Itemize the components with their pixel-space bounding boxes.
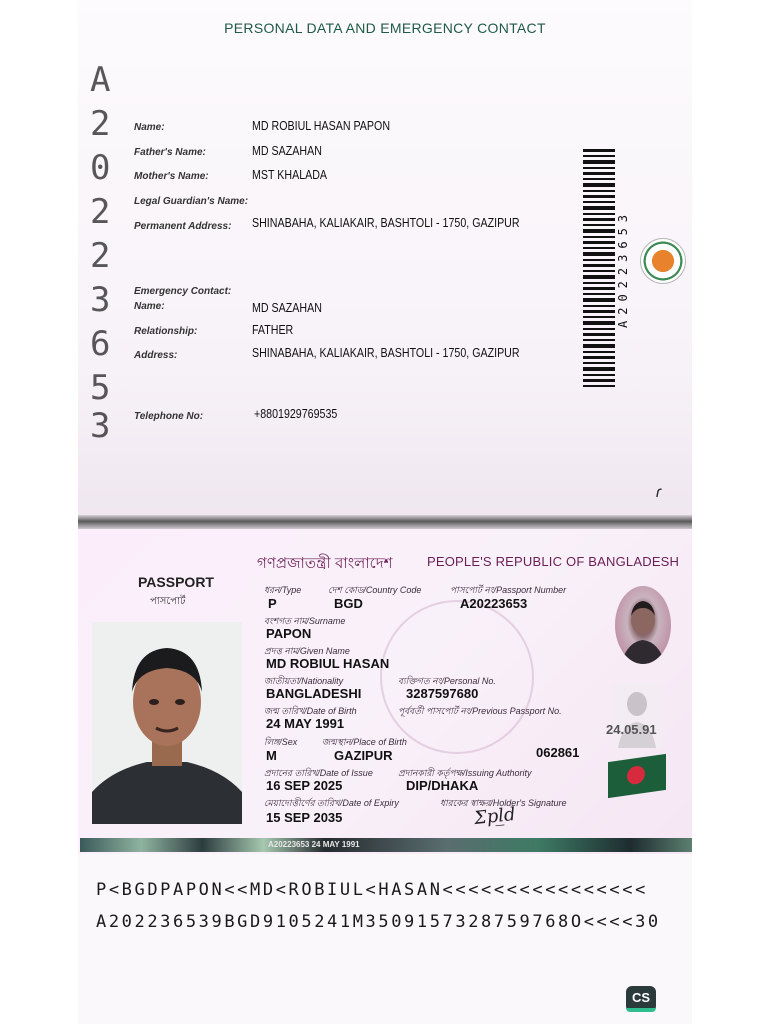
expiry-date-label: মেয়াদোত্তীর্ণের তারিখ/Date of Expiry bbox=[264, 798, 399, 808]
government-seal-icon bbox=[640, 238, 686, 284]
sex-label: লিঙ্গ/Sex bbox=[264, 737, 298, 747]
page-fold bbox=[78, 515, 692, 529]
security-strip bbox=[80, 838, 692, 852]
nationality-label: জাতীয়তা/Nationality bbox=[264, 676, 344, 686]
signature-label: ধারকের স্বাক্ষর/Holder's Signature bbox=[440, 798, 567, 808]
father-name-value: MD SAZAHAN bbox=[252, 143, 322, 158]
security-strip-text: A20223653 24 MAY 1991 bbox=[268, 840, 360, 849]
perforated-number bbox=[90, 60, 130, 450]
country-name-bn: গণপ্রজাতন্ত্রী বাংলাদেশ bbox=[257, 555, 393, 572]
emergency-name-value: MD SAZAHAN bbox=[252, 300, 322, 315]
perforation-digit: A bbox=[90, 60, 109, 100]
secondary-photo bbox=[615, 586, 671, 664]
given-name-value: MD ROBIUL HASAN bbox=[266, 656, 390, 671]
name-label: Name: bbox=[134, 122, 165, 133]
secondary-portrait-image bbox=[615, 586, 671, 664]
relationship-label: Relationship: bbox=[134, 326, 198, 337]
ghost-portrait-image bbox=[612, 682, 662, 748]
personal-no-label: ব্যক্তিগত নং/Personal No. bbox=[398, 676, 496, 686]
ghost-date: 24.05.91 bbox=[606, 722, 657, 737]
page-heading: PERSONAL DATA AND EMERGENCY CONTACT bbox=[224, 20, 546, 36]
personal-no-value: 3287597680 bbox=[406, 686, 479, 701]
type-value: P bbox=[268, 596, 277, 611]
side-code: 062861 bbox=[536, 745, 580, 760]
passport-title-bn: পাসপোর্ট bbox=[150, 596, 186, 607]
emergency-contact-heading: Emergency Contact: bbox=[134, 286, 232, 297]
mother-name-value: MST KHALADA bbox=[252, 167, 328, 182]
issue-date-label: প্রদানের তারিখ/Date of Issue bbox=[264, 768, 373, 778]
telephone-value: +8801929769535 bbox=[254, 406, 338, 421]
emergency-address-value: SHINABAHA, KALIAKAIR, BASHTOLI - 1750, GAZIPUR bbox=[252, 345, 520, 360]
permanent-address-label: Permanent Address: bbox=[134, 221, 232, 232]
type-label: ধরন/Type bbox=[264, 585, 302, 595]
barcode bbox=[583, 147, 615, 389]
previous-passport-label: পূর্ববর্তী পাসপোর্ট নং/Previous Passport No. bbox=[398, 706, 562, 716]
camscanner-logo-icon: CS bbox=[626, 986, 656, 1012]
page-mark: ɾ bbox=[656, 484, 662, 501]
passport-title: PASSPORT bbox=[138, 574, 214, 590]
country-code-value: BGD bbox=[334, 596, 363, 611]
flag-disc bbox=[627, 765, 645, 786]
guardian-label: Legal Guardian's Name: bbox=[134, 196, 249, 207]
perforation-digit: 0 bbox=[90, 148, 109, 188]
place-of-birth-label: জন্মস্থান/Place of Birth bbox=[322, 737, 407, 747]
issuing-authority-value: DIP/DHAKA bbox=[406, 778, 479, 793]
emergency-name-label: Name: bbox=[134, 301, 165, 312]
perforation-digit: 6 bbox=[90, 324, 109, 364]
mrz-line-1: P<BGDPAPON<<MD<ROBIUL<HASAN<<<<<<<<<<<<<<<< bbox=[96, 880, 648, 900]
given-name-label: প্রদত্ত নাম/Given Name bbox=[264, 646, 350, 656]
surname-value: PAPON bbox=[266, 626, 312, 641]
ghost-image bbox=[612, 682, 662, 748]
name-value: MD ROBIUL HASAN PAPON bbox=[252, 118, 391, 133]
telephone-label: Telephone No: bbox=[134, 411, 204, 422]
relationship-value: FATHER bbox=[252, 322, 294, 337]
perforation-digit: 2 bbox=[90, 104, 109, 144]
father-name-label: Father's Name: bbox=[134, 147, 206, 158]
portrait-image bbox=[92, 622, 242, 824]
holder-photo bbox=[92, 622, 242, 824]
nationality-value: BANGLADESHI bbox=[266, 686, 362, 701]
country-name-en: PEOPLE'S REPUBLIC OF BANGLADESH bbox=[427, 554, 680, 569]
passport-number-value: A20223653 bbox=[460, 596, 528, 611]
dob-value: 24 MAY 1991 bbox=[266, 716, 345, 731]
emergency-address-label: Address: bbox=[134, 350, 178, 361]
perforation-digit: 5 bbox=[90, 368, 109, 408]
passport-number-label: পাসপোর্ট নং/Passport Number bbox=[450, 585, 567, 595]
permanent-address-value: SHINABAHA, KALIAKAIR, BASHTOLI - 1750, GAZIPUR bbox=[252, 215, 520, 230]
issuing-authority-label: প্রদানকারী কর্তৃপক্ষ/Issuing Authority bbox=[398, 768, 532, 778]
place-of-birth-value: GAZIPUR bbox=[334, 748, 393, 763]
issue-date-value: 16 SEP 2025 bbox=[266, 778, 343, 793]
sex-value: M bbox=[266, 748, 277, 763]
perforation-digit: 3 bbox=[90, 280, 109, 320]
dob-label: জন্ম তারিখ/Date of Birth bbox=[264, 706, 357, 716]
perforation-digit: 2 bbox=[90, 236, 109, 276]
holder-signature: Ʃpl̲d bbox=[473, 803, 517, 830]
barcode-number: A20223653 bbox=[616, 208, 630, 328]
surname-label: বংশগত নাম/Surname bbox=[264, 616, 346, 626]
expiry-date-value: 15 SEP 2035 bbox=[266, 810, 343, 825]
mrz-line-2: A202236539BGD9105241M3509157328759768O<<<<30 bbox=[96, 912, 661, 932]
perforation-digit: 2 bbox=[90, 192, 109, 232]
perforation-digit: 3 bbox=[90, 406, 109, 446]
mother-name-label: Mother's Name: bbox=[134, 171, 209, 182]
country-code-label: দেশ কোড/Country Code bbox=[328, 585, 422, 595]
